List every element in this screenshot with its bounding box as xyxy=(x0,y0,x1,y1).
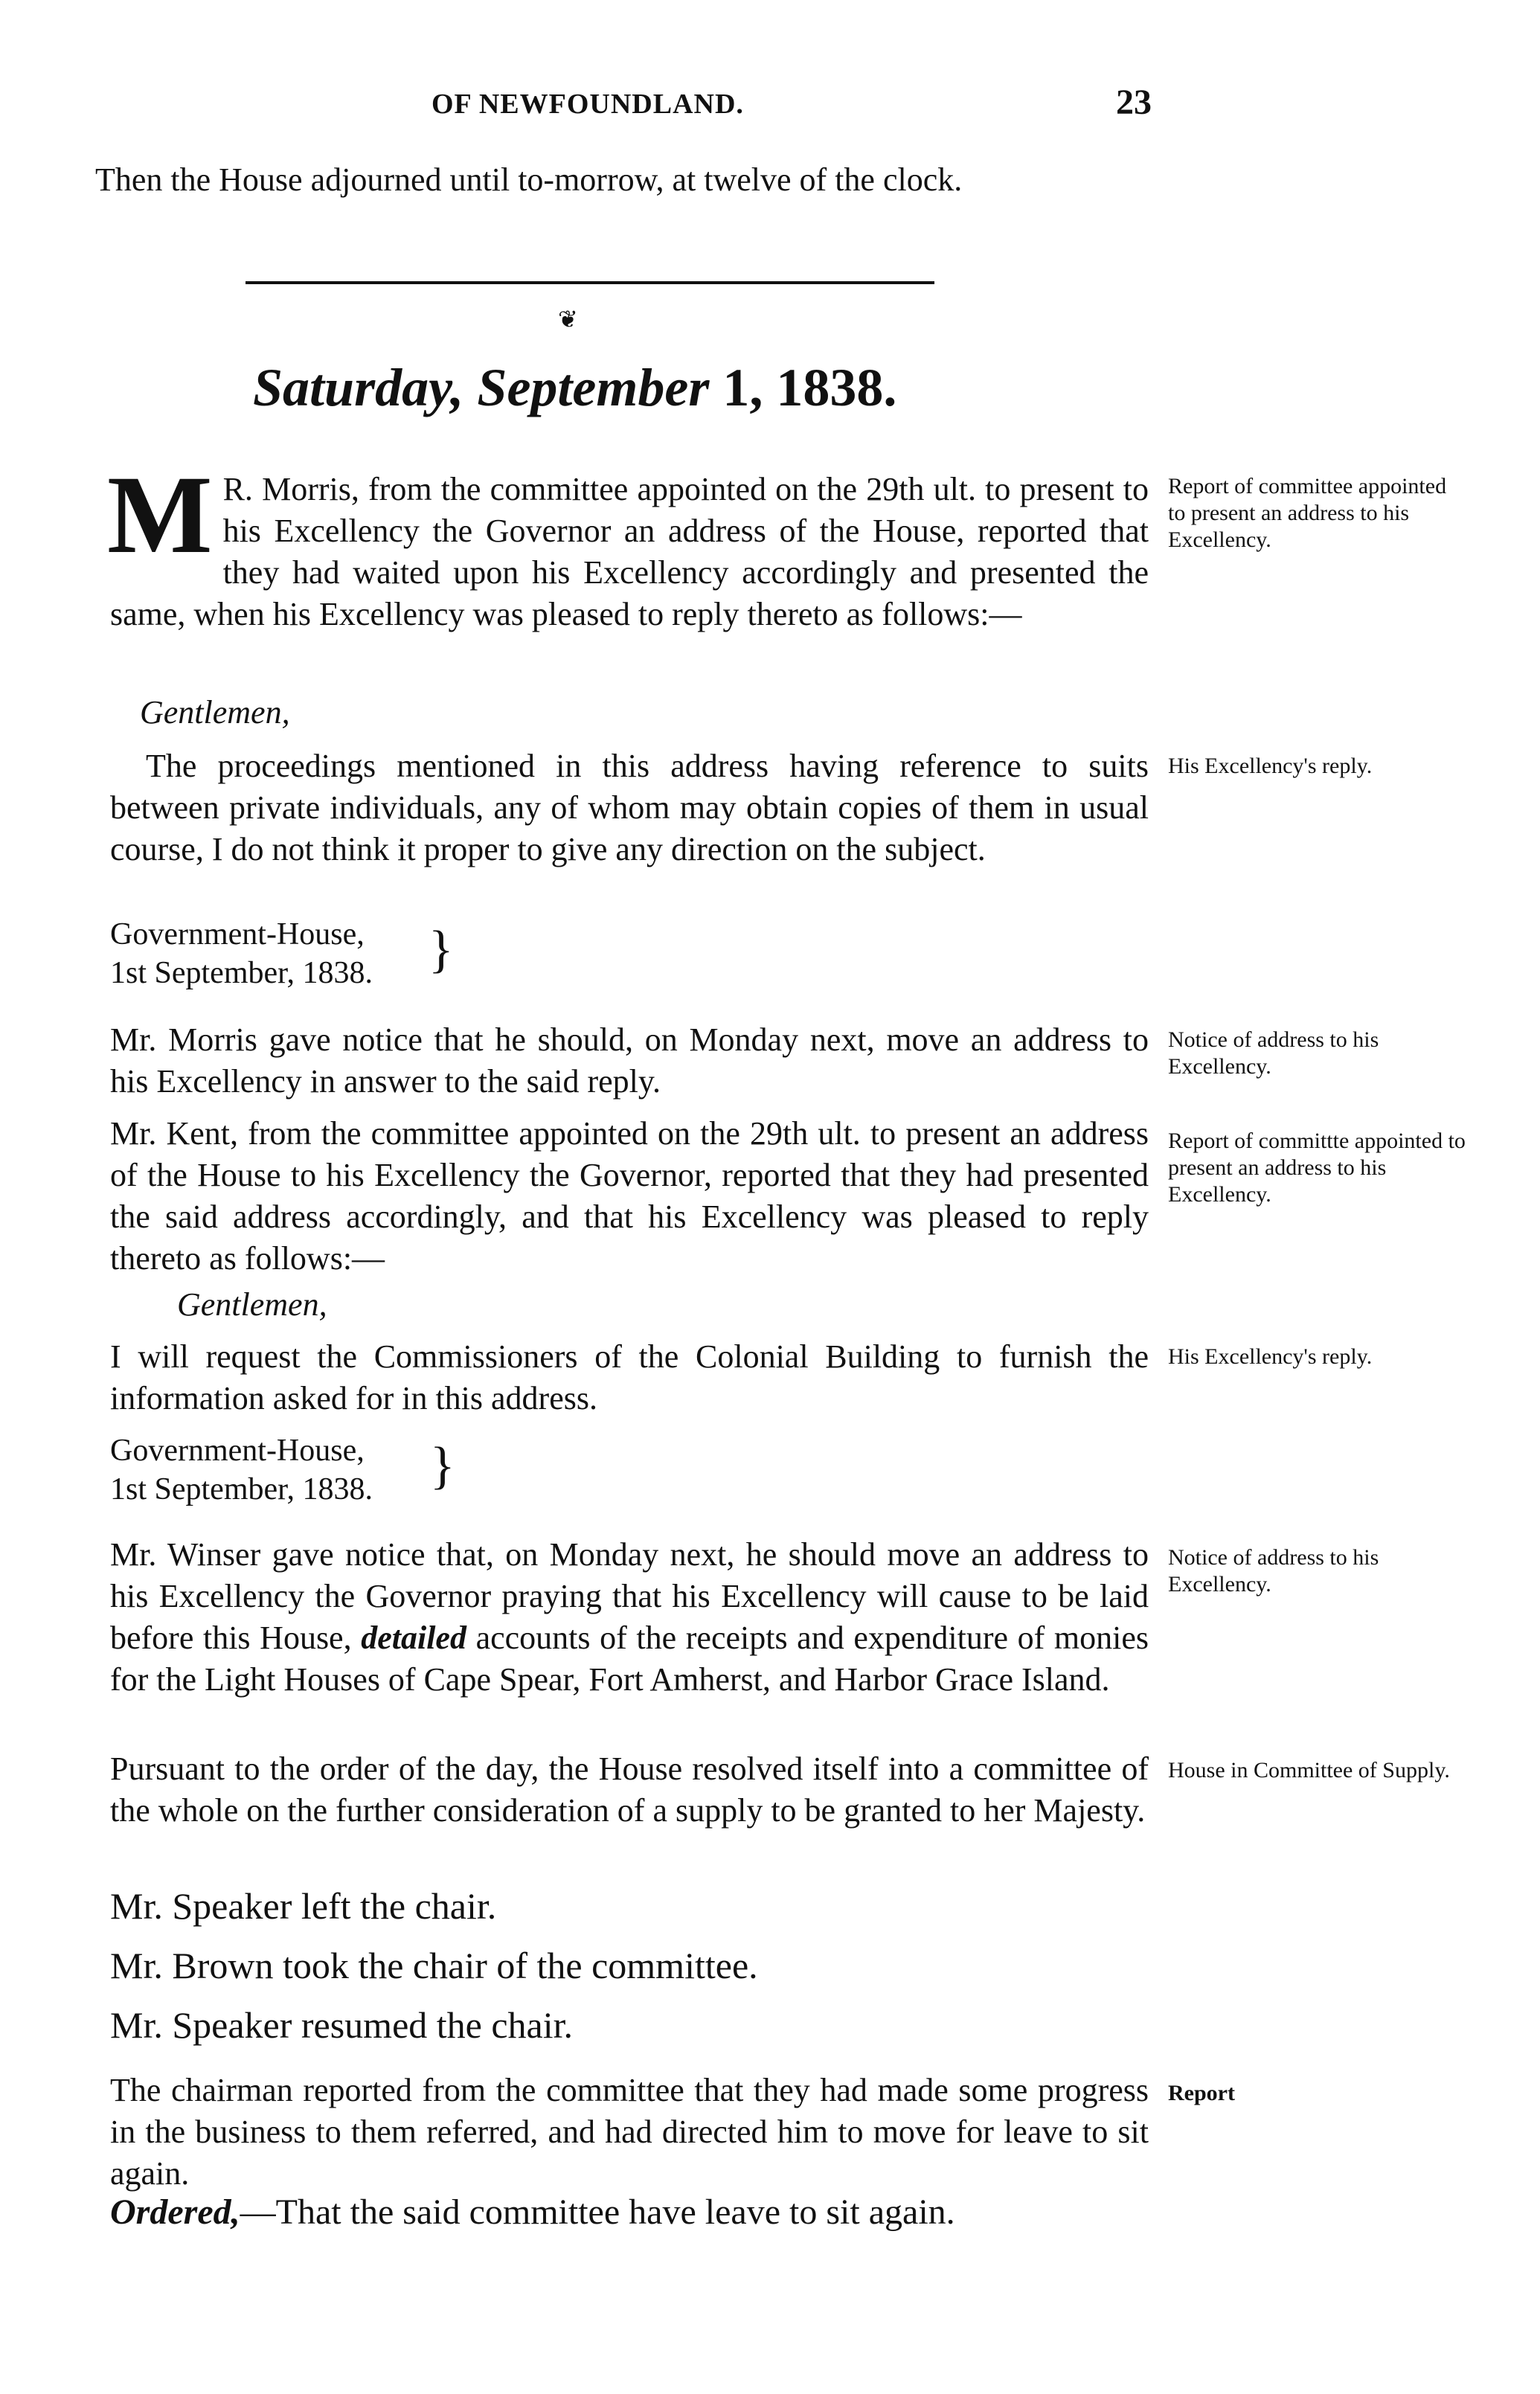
margin-note-committee-supply: House in Committee of Supply. xyxy=(1168,1758,1450,1782)
date-heading-year: 1, 1838. xyxy=(722,358,897,417)
margin-note-reply-1: His Excellency's reply. xyxy=(1168,754,1373,778)
ornament-icon: ❦ xyxy=(558,306,578,333)
line-speaker-resumed: Mr. Speaker resumed the chair. xyxy=(110,2004,574,2046)
signature-2-line-1: Government-House, xyxy=(110,1434,365,1468)
margin-note-notice-1: Notice of address to his Excellency. xyxy=(1168,1027,1379,1079)
signature-1-line-2: 1st September, 1838. xyxy=(110,956,373,990)
brace: } xyxy=(430,1437,455,1495)
ordered-line xyxy=(110,2192,1149,2233)
margin-note-report-1: Report of committee appointed to present an address to his Excellency. xyxy=(1168,474,1447,552)
brace: } xyxy=(429,921,454,978)
signature-2-line-2: 1st September, 1838. xyxy=(110,1472,373,1506)
section-divider xyxy=(246,281,934,284)
line-speaker-left: Mr. Speaker left the chair. xyxy=(110,1885,497,1927)
running-header: OF NEWFOUNDLAND. xyxy=(431,89,744,120)
reply-1: The proceedings mentioned in this address having reference to suits between private individuals, any of whom may obtain copies of them in usual course, I do not think it proper to give any direction on the subject. xyxy=(110,748,1149,867)
salutation-2: Gentlemen, xyxy=(177,1286,327,1323)
signature-1-line-1: Government-House, xyxy=(110,917,365,951)
margin-note-notice-2: Notice of address to his Excellency. xyxy=(1168,1545,1379,1596)
paragraph-morris-report-text: R. Morris, from the committee appointed on the 29th ult. to present to his Excellency the Governor an address of the House, reported that they had waited upon his Excellency accordingly and presented the same, when his Excellency was pleased to reply thereto as follows:— xyxy=(110,471,1149,632)
paragraph-morris-notice: Mr. Morris gave notice that he should, on Monday next, move an address to his Excellency in answer to the said reply. xyxy=(110,1021,1149,1100)
paragraph-committee-supply: Pursuant to the order of the day, the House resolved itself into a committee of the whole on the further consideration of a supply to be granted to her Majesty. xyxy=(110,1750,1149,1829)
reply-2: I will request the Commissioners of the Colonial Building to furnish the information asked for in this address. xyxy=(110,1338,1149,1416)
winser-text-after: accounts of the receipts and expenditure of monies for the Light Houses of Cape Spear, Fort Amherst, and Harbor Grace Island. xyxy=(110,1620,1149,1698)
ordered-label: Ordered, xyxy=(110,2192,240,2232)
winser-text-before: Mr. Winser gave notice that, on Monday next, he should move an address to his Excellency the Governor praying that his Excellency will cause to be laid before this House, xyxy=(110,1536,1149,1656)
adjournment-line: Then the House adjourned until to-morrow, at twelve of the clock. xyxy=(95,161,963,198)
line-brown-chair: Mr. Brown took the chair of the committee. xyxy=(110,1945,758,1986)
date-heading-day: Saturday, September xyxy=(253,358,710,417)
ordered-text: —That the said committee have leave to sit again. xyxy=(240,2192,955,2232)
salutation-1: Gentlemen, xyxy=(140,694,290,731)
paragraph-winser-notice xyxy=(110,1534,1149,1701)
page-number: 23 xyxy=(1116,83,1152,122)
paragraph-kent-report: Mr. Kent, from the committee appointed on the 29th ult. to present an address of the House to his Excellency the Governor, reported that they had presented the said address accordingly, and that his Excellency was pleased to reply thereto as follows:— xyxy=(110,1115,1149,1277)
date-heading xyxy=(253,357,896,419)
paragraph-morris-report xyxy=(107,453,1149,635)
winser-emphasis: detailed xyxy=(361,1620,466,1656)
margin-note-reply-2: His Excellency's reply. xyxy=(1168,1344,1373,1369)
paragraph-chairman-report: The chairman reported from the committee that they had made some progress in the business to them referred, and had directed him to move for leave to sit again. xyxy=(110,2072,1149,2192)
margin-note-report-3: Report xyxy=(1168,2081,1235,2105)
margin-note-report-2: Report of committte appointed to present an address to his Excellency. xyxy=(1168,1129,1466,1207)
drop-cap: M xyxy=(107,453,213,577)
